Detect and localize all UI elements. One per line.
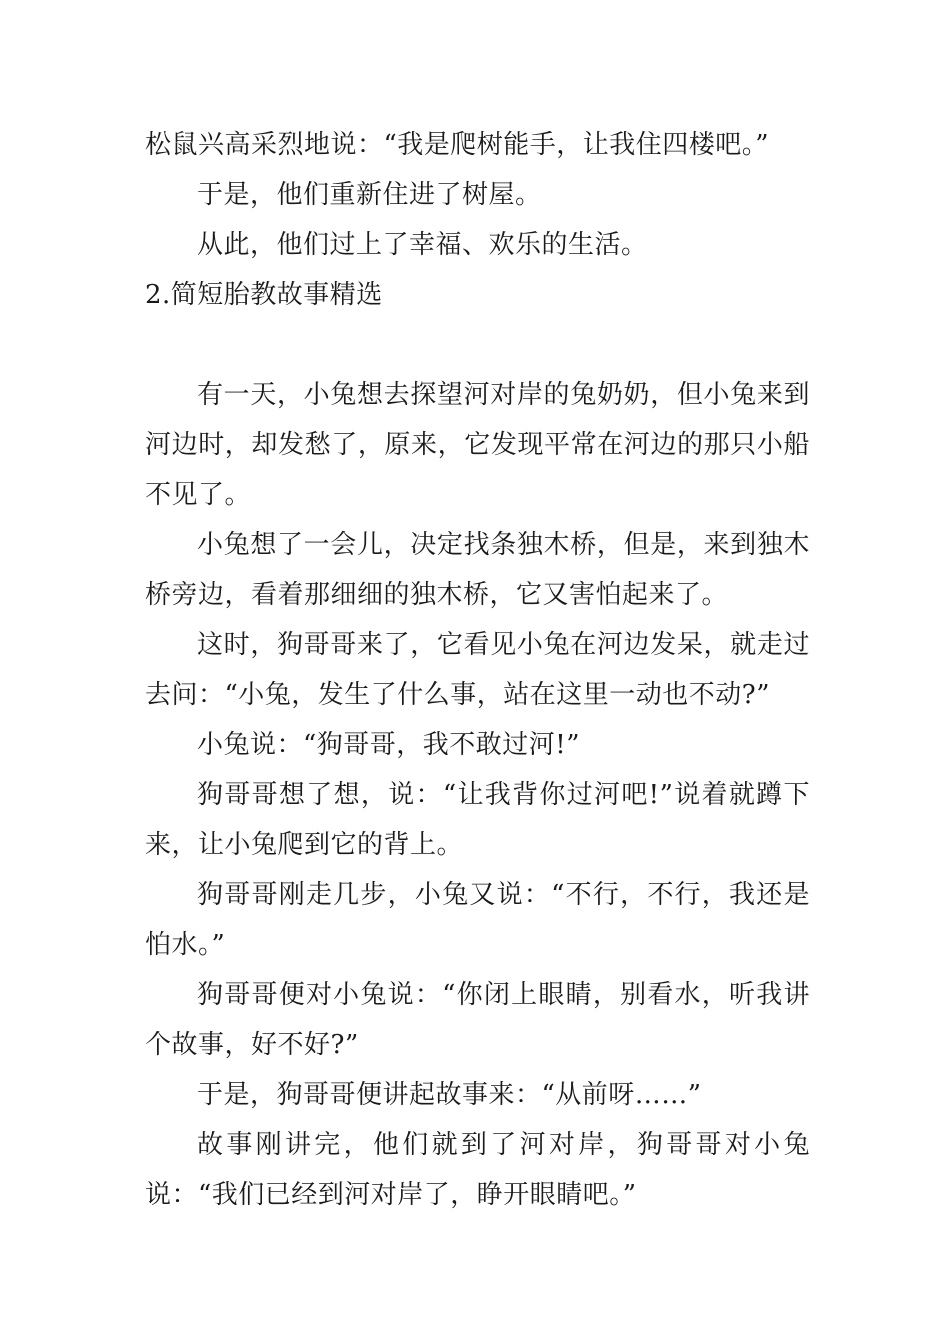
paragraph: 于是，他们重新住进了树屋。 xyxy=(197,180,542,210)
paragraph-continued: 松鼠兴高采烈地说：“我是爬树能手，让我住四楼吧。” xyxy=(145,130,770,160)
story-paragraph: 故事刚讲完，他们就到了河对岸，狗哥哥对小兔说：“我们已经到河对岸了，睁开眼睛吧。” xyxy=(145,1130,810,1210)
story-paragraph: 这时，狗哥哥来了，它看见小兔在河边发呆，就走过去问：“小兔，发生了什么事，站在这里一动也不动?” xyxy=(145,630,810,710)
document-body xyxy=(145,120,810,1220)
story-paragraph: 狗哥哥想了想，说：“让我背你过河吧!”说着就蹲下来，让小兔爬到它的背上。 xyxy=(145,780,810,860)
paragraph: 从此，他们过上了幸福、欢乐的生活。 xyxy=(197,230,648,260)
story-paragraph: 狗哥哥便对小兔说：“你闭上眼睛，别看水，听我讲个故事，好不好?” xyxy=(145,980,810,1060)
story-paragraph: 狗哥哥刚走几步，小兔又说：“不行，不行，我还是怕水。” xyxy=(145,880,810,960)
blank-line xyxy=(145,320,810,370)
section-heading: 2.简短胎教故事精选 xyxy=(145,280,383,310)
story-paragraph: 于是，狗哥哥便讲起故事来：“从前呀……” xyxy=(197,1080,702,1110)
story-paragraph: 小兔说：“狗哥哥，我不敢过河!” xyxy=(197,730,581,760)
story-paragraph: 小兔想了一会儿，决定找条独木桥，但是，来到独木桥旁边，看着那细细的独木桥，它又害怕起来了。 xyxy=(145,530,810,610)
story-paragraph: 有一天，小兔想去探望河对岸的兔奶奶，但小兔来到河边时，却发愁了，原来，它发现平常在河边的那只小船不见了。 xyxy=(145,380,810,510)
